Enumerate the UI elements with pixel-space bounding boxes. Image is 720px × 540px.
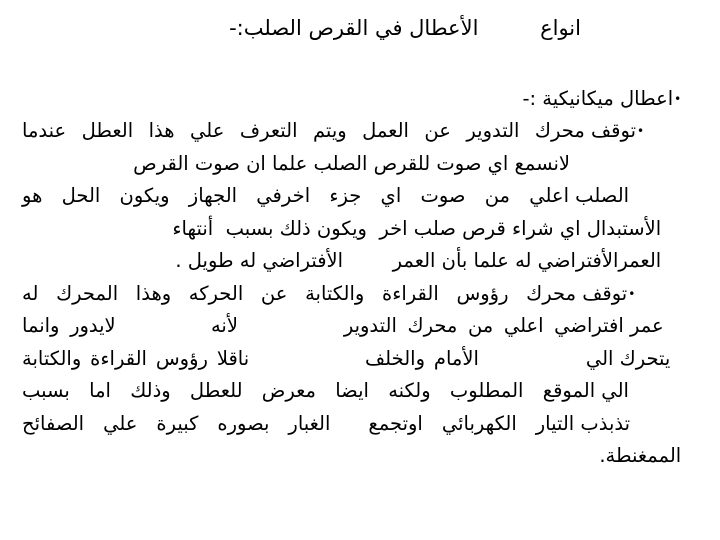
bullet-icon: • — [637, 124, 645, 139]
text-line: الممغنطة. — [599, 444, 682, 467]
text-line: الصلب اعلي من صوت اي جزء اخرفي الجهاز ويكون الحل هو — [22, 184, 630, 207]
title-faults-heading: الأعطال في القرص الصلب:- — [229, 16, 479, 40]
bullet-icon: • — [628, 286, 636, 301]
bullet-mechanical-faults — [22, 50, 706, 110]
text-line: عمر افتراضي اعلي من محرك التدوير لأنه لايدور وانما — [22, 314, 664, 337]
title-word-types: انواع — [540, 16, 581, 40]
text-line: توقف محرك رؤوس القراءة والكتابة عن الحركه وهذا المحرك له — [22, 281, 628, 305]
text-line: الأستبدال اي شراء قرص صلب اخر ويكون ذلك بسبب أنتهاء — [172, 216, 662, 240]
text-line: تذبذب التيار الكهربائي اوتجمع الغبار بصوره كبيرة علي الصفائح — [22, 411, 631, 435]
page-title — [22, 6, 706, 50]
bullet-icon: • — [674, 91, 682, 106]
text-line: توقف محرك التدوير عن العمل ويتم التعرف علي هذا العطل عندما — [22, 119, 637, 142]
text-line: لانسمع اي صوت للقرص الصلب علما ان صوت القرص — [133, 151, 571, 175]
text-line: الي الموقع المطلوب ولكنه ايضا معرض للعطل وذلك اما بسبب — [22, 379, 629, 402]
text-line: العمرالأفتراضي له علما بأن العمر الأفتراضي له طويل . — [175, 249, 662, 272]
text-line: يتحرك الي الأمام والخلف ناقلا رؤوس القراءة والكتابة — [22, 346, 671, 370]
text-line: اعطال ميكانيكية :- — [522, 86, 674, 110]
